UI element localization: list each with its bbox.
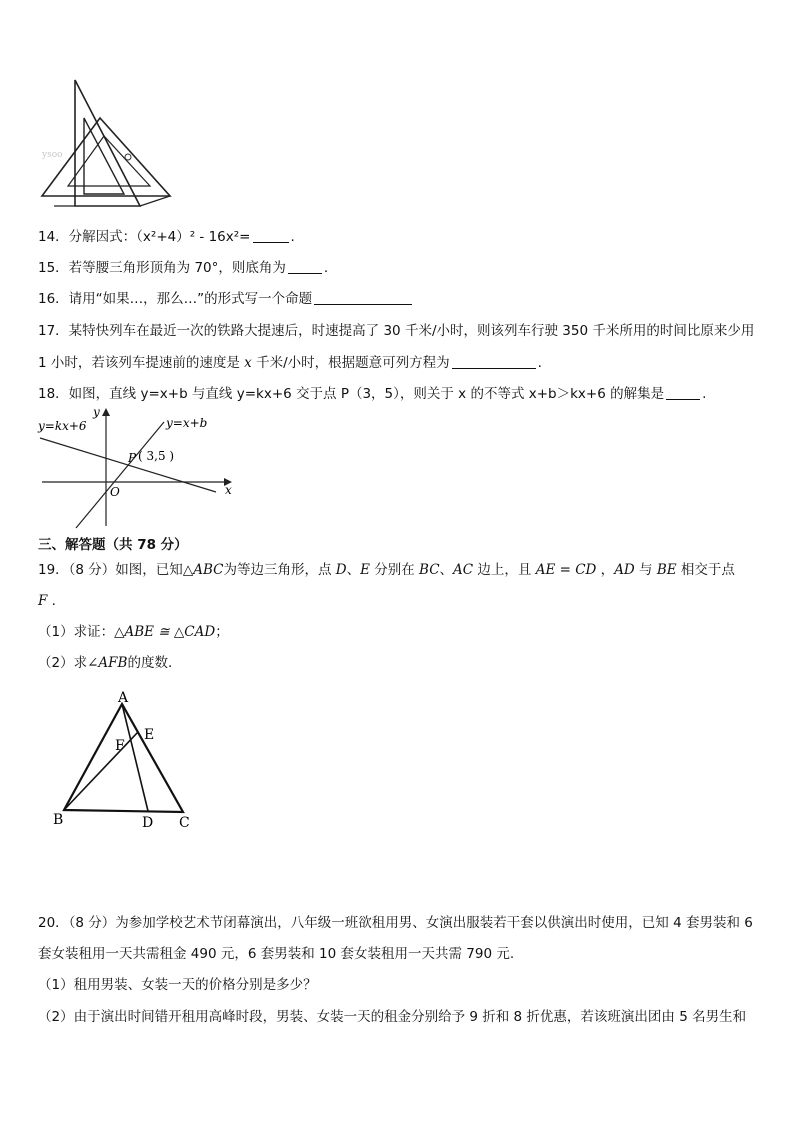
- question-14-text: 14．分解因式：（x²+4）² - 16x²=: [38, 229, 251, 245]
- question-15-text: 15．若等腰三角形顶角为 70°，则底角为: [38, 260, 286, 276]
- triangle-abc: [64, 704, 183, 812]
- q19-text-f: 相交于点: [676, 562, 735, 578]
- triangle-rulers-figure: [40, 78, 180, 213]
- question-20-part-1: （1）租用男装、女装一天的价格分别是多少？: [38, 977, 317, 993]
- variable-x: x: [244, 355, 252, 371]
- answer-blank-14[interactable]: [253, 228, 289, 243]
- question-19-line-1: [38, 561, 735, 579]
- question-14-end: .: [290, 229, 295, 245]
- answer-blank-16[interactable]: [314, 290, 412, 305]
- question-17-end: .: [537, 355, 542, 371]
- question-17-text-a: 1 小时，若该列车提速前的速度是: [38, 355, 245, 371]
- question-17-text: 17．某特快列车在最近一次的铁路大提速后，时速提高了 30 千米/小时，则该列车行驶 350 千米所用的时间比原来少用: [38, 323, 755, 339]
- line-y-kx-plus-6: [40, 438, 216, 492]
- segment-ad: [122, 704, 148, 811]
- question-15-end: .: [323, 260, 329, 276]
- question-17-text-b: 千米/小时，根据题意可列方程为: [251, 355, 450, 371]
- question-20-line-2: 套女装租用一天共需租金 490 元，6 套男装和 10 套女装租用一天共需 790 元.: [38, 946, 515, 962]
- answer-blank-15[interactable]: [288, 259, 322, 274]
- answer-blank-18[interactable]: [666, 385, 700, 400]
- q19-sep-2: 、: [439, 562, 454, 578]
- label-x: x: [225, 483, 232, 497]
- label-origin: O: [110, 485, 120, 499]
- question-15: [38, 259, 328, 277]
- answer-blank-17[interactable]: [452, 354, 536, 369]
- q19-text-d: 边上，且: [473, 562, 536, 578]
- linear-functions-graph: [36, 404, 241, 529]
- question-17-line-2: [38, 354, 542, 372]
- q19-text-c: 分别在: [369, 562, 420, 578]
- question-18-text: 18．如图，直线 y=x+b 与直线 y=kx+6 交于点 P（3，5），则关于 x 的不等式 x+b＞kx+6 的解集是: [38, 386, 665, 402]
- label-kx: y=kx+6: [38, 419, 87, 433]
- q19-part-1-text: （1）求证：: [38, 624, 115, 640]
- question-19-line-2: [38, 592, 56, 610]
- q19-segment-ad: AD: [614, 562, 635, 578]
- y-axis-arrow-icon: [102, 408, 110, 416]
- label-p: P: [128, 451, 137, 465]
- q19-sep-1: 、: [346, 562, 361, 578]
- q19-comma: ，: [596, 562, 615, 578]
- question-19-part-1: [38, 623, 229, 641]
- question-17-line-1: [38, 322, 754, 340]
- vertex-b-label: B: [53, 812, 64, 828]
- label-y: y: [93, 405, 100, 419]
- q19-part-1-math: △ABE ≅ △CAD: [114, 624, 216, 640]
- vertex-a-label: A: [118, 690, 129, 706]
- triangle-abc-figure: [50, 690, 200, 830]
- q19-point-f: F: [38, 593, 48, 609]
- line-y-x-plus-b: [76, 422, 164, 528]
- q19-part-1-end: ；: [215, 624, 229, 640]
- q19-text-a: 19．（8 分）如图，已知: [38, 562, 183, 578]
- q19-line-2-end: .: [47, 593, 56, 609]
- question-18: [38, 385, 706, 403]
- q19-point-e: E: [360, 562, 370, 578]
- label-p-coordinates: ( 3,5 ): [138, 449, 175, 463]
- question-20-line-1: 20．（8 分）为参加学校艺术节闭幕演出，八年级一班欲租用男、女演出服装若干套以供演出时使用，已知 4 套男装和 6: [38, 915, 753, 931]
- question-16-text: 16．请用“如果…，那么…”的形式写一个命题: [38, 291, 313, 307]
- q19-side-bc: BC: [419, 562, 440, 578]
- vertex-c-label: C: [179, 815, 190, 831]
- question-14: [38, 228, 295, 246]
- q19-side-ac: AC: [453, 562, 474, 578]
- q19-part-2-end: 的度数.: [127, 655, 173, 671]
- point-f-label: F: [115, 738, 125, 754]
- faint-watermark-label: ysoo: [42, 150, 63, 160]
- q19-text-e: 与: [634, 562, 657, 578]
- question-19-part-2: [38, 654, 172, 672]
- point-e-label: E: [144, 727, 155, 743]
- label-xb: y=x+b: [166, 416, 208, 430]
- q19-equation: AE = CD: [535, 562, 597, 578]
- q19-segment-be: BE: [656, 562, 677, 578]
- question-16: [38, 290, 414, 308]
- question-18-end: .: [702, 386, 707, 402]
- q19-part-2-text: （2）求: [38, 655, 88, 671]
- q19-part-2-math: ∠AFB: [87, 655, 128, 671]
- q19-point-d: D: [335, 562, 347, 578]
- point-d-label: D: [142, 815, 154, 831]
- question-20-part-2: （2）由于演出时间错开租用高峰时段，男装、女装一天的租金分别给予 9 折和 8 折优惠，若该班演出团由 5 名男生和: [38, 1009, 747, 1025]
- section-3-title: 三、解答题（共 78 分）: [38, 537, 188, 553]
- q19-triangle-abc: △ABC: [182, 562, 224, 578]
- q19-text-b: 为等边三角形，点: [223, 562, 336, 578]
